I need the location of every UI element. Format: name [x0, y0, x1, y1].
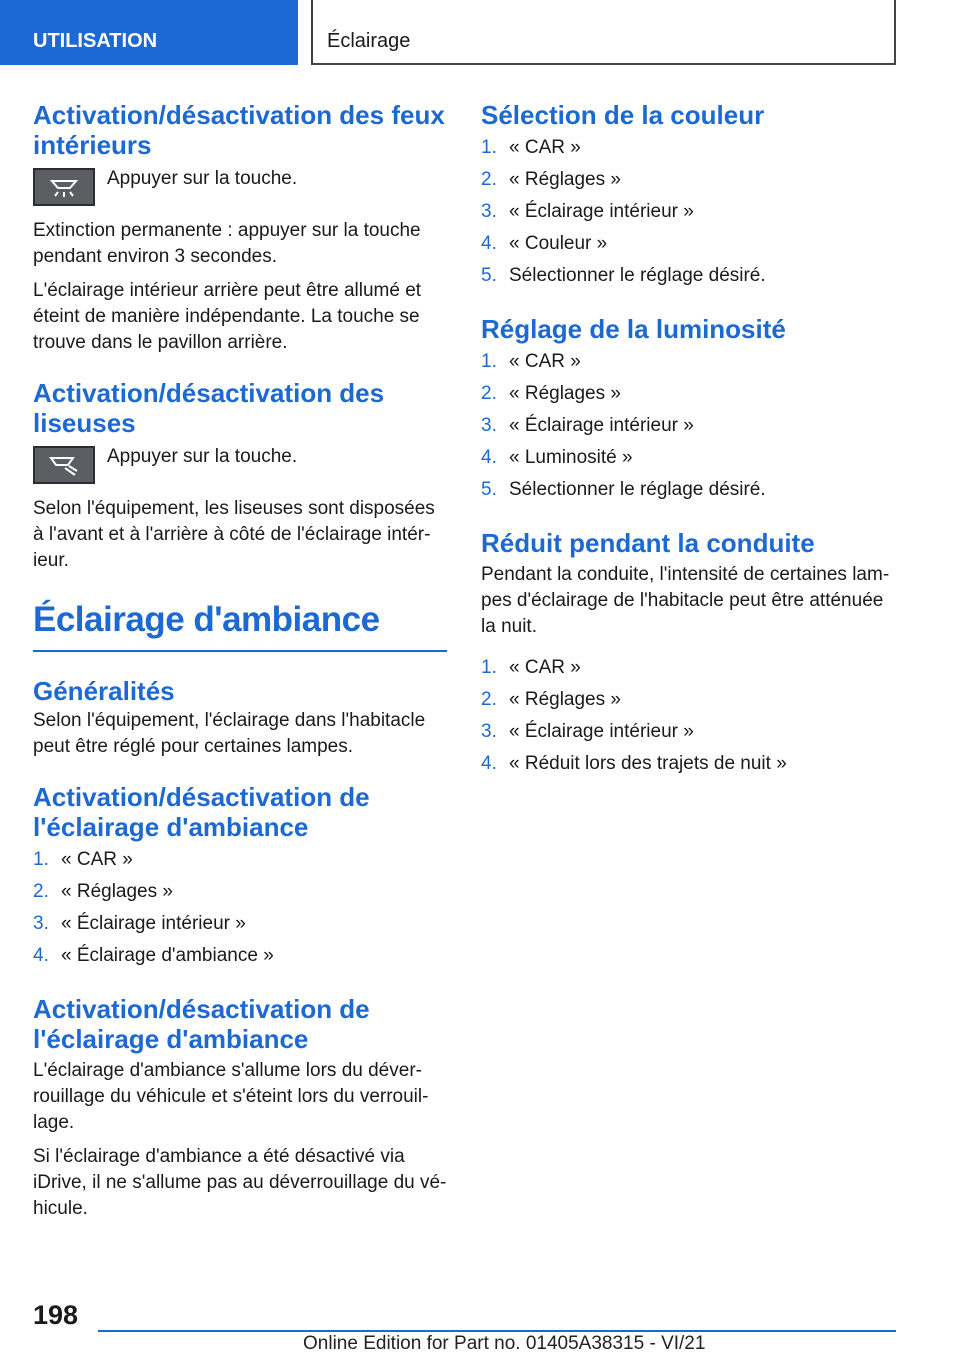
steps-reduced: [481, 652, 896, 780]
heading-reduced-while-driving: Réduit pendant la conduite: [481, 528, 815, 558]
left-column: [33, 100, 448, 1230]
reading-button-row: [33, 446, 448, 484]
list-item: 5. Sélectionner le réglage désiré.: [481, 479, 766, 500]
reduced-paragraph: Pendant la conduite, l'intensité de certaines lam-pes d'éclairage de l'habitacle peut être atténuée la nuit.: [481, 564, 890, 637]
list-item: 5. Sélectionner le réglage désiré.: [481, 265, 766, 286]
list-item: 3. « Éclairage intérieur »: [481, 201, 694, 222]
list-item: 1. « CAR »: [33, 849, 133, 870]
list-item: 3. « Éclairage intérieur »: [33, 913, 246, 934]
list-item: 4. « Éclairage d'ambiance »: [33, 945, 274, 966]
list-item: 3. « Éclairage intérieur »: [481, 721, 694, 742]
header-section: UTILISATION: [0, 0, 298, 65]
interior-paragraph-2: L'éclairage intérieur arrière peut être allumé et éteint de manière indépendante. La touche se trouve dans le pavillon arrière.: [33, 280, 422, 353]
list-item: 3. « Éclairage intérieur »: [481, 415, 694, 436]
list-item: 2. « Réglages »: [481, 383, 621, 404]
list-item: 1. « CAR »: [481, 137, 581, 158]
list-item: 2. « Réglages »: [481, 169, 621, 190]
interior-paragraph-1: Extinction permanente : appuyer sur la touche pendant environ 3 secondes.: [33, 220, 421, 267]
heading-color-selection: Sélection de la couleur: [481, 100, 765, 130]
list-item: 2. « Réglages »: [33, 881, 173, 902]
interior-button-row: [33, 168, 448, 206]
steps-ambient-activation: [33, 844, 448, 972]
heading-brightness: Réglage de la luminosité: [481, 314, 786, 344]
heading-general: Généralités: [33, 676, 175, 706]
reading-light-button-icon: [33, 446, 95, 484]
header-chapter: Éclairage: [311, 0, 896, 65]
page-number: 198: [33, 1300, 79, 1330]
right-column: [481, 100, 896, 794]
interior-light-button-icon: [33, 168, 95, 206]
reading-paragraph-1: Selon l'équipement, les liseuses sont disposées à l'avant et à l'arrière à côté de l'éclairage intér-ieur.: [33, 498, 435, 571]
list-item: 4. « Luminosité »: [481, 447, 633, 468]
list-item: 4. « Couleur »: [481, 233, 608, 254]
heading-ambient-lighting: Éclairage d'ambiance: [33, 600, 447, 652]
heading-ambient-activation-1: Activation/désactivation de l'éclairage d'ambiance: [33, 782, 370, 842]
interior-press-text: Appuyer sur la touche.: [107, 168, 298, 189]
list-item: 1. « CAR »: [481, 657, 581, 678]
heading-ambient-activation-2: Activation/désactivation de l'éclairage d'ambiance: [33, 994, 370, 1054]
ambient-paragraph-2: Si l'éclairage d'ambiance a été désactivé via iDrive, il ne s'allume pas au déverrouillage du vé-hicule.: [33, 1146, 447, 1219]
list-item: 2. « Réglages »: [481, 689, 621, 710]
edition-text: Online Edition for Part no. 01405A38315 - VI/21: [303, 1333, 706, 1354]
footer-divider: [98, 1330, 896, 1332]
heading-interior-lights: Activation/désactivation des feux intérieurs: [33, 100, 445, 160]
heading-reading-lights: Activation/désactivation des liseuses: [33, 378, 385, 438]
ambient-paragraph-1: L'éclairage d'ambiance s'allume lors du déver-rouillage du véhicule et s'éteint lors du verrouil-lage.: [33, 1060, 429, 1133]
list-item: 1. « CAR »: [481, 351, 581, 372]
steps-brightness: [481, 346, 896, 506]
steps-color: [481, 132, 896, 292]
list-item: 4. « Réduit lors des trajets de nuit »: [481, 753, 787, 774]
reading-press-text: Appuyer sur la touche.: [107, 446, 298, 467]
general-paragraph: Selon l'équipement, l'éclairage dans l'habitacle peut être réglé pour certaines lampes.: [33, 710, 426, 757]
